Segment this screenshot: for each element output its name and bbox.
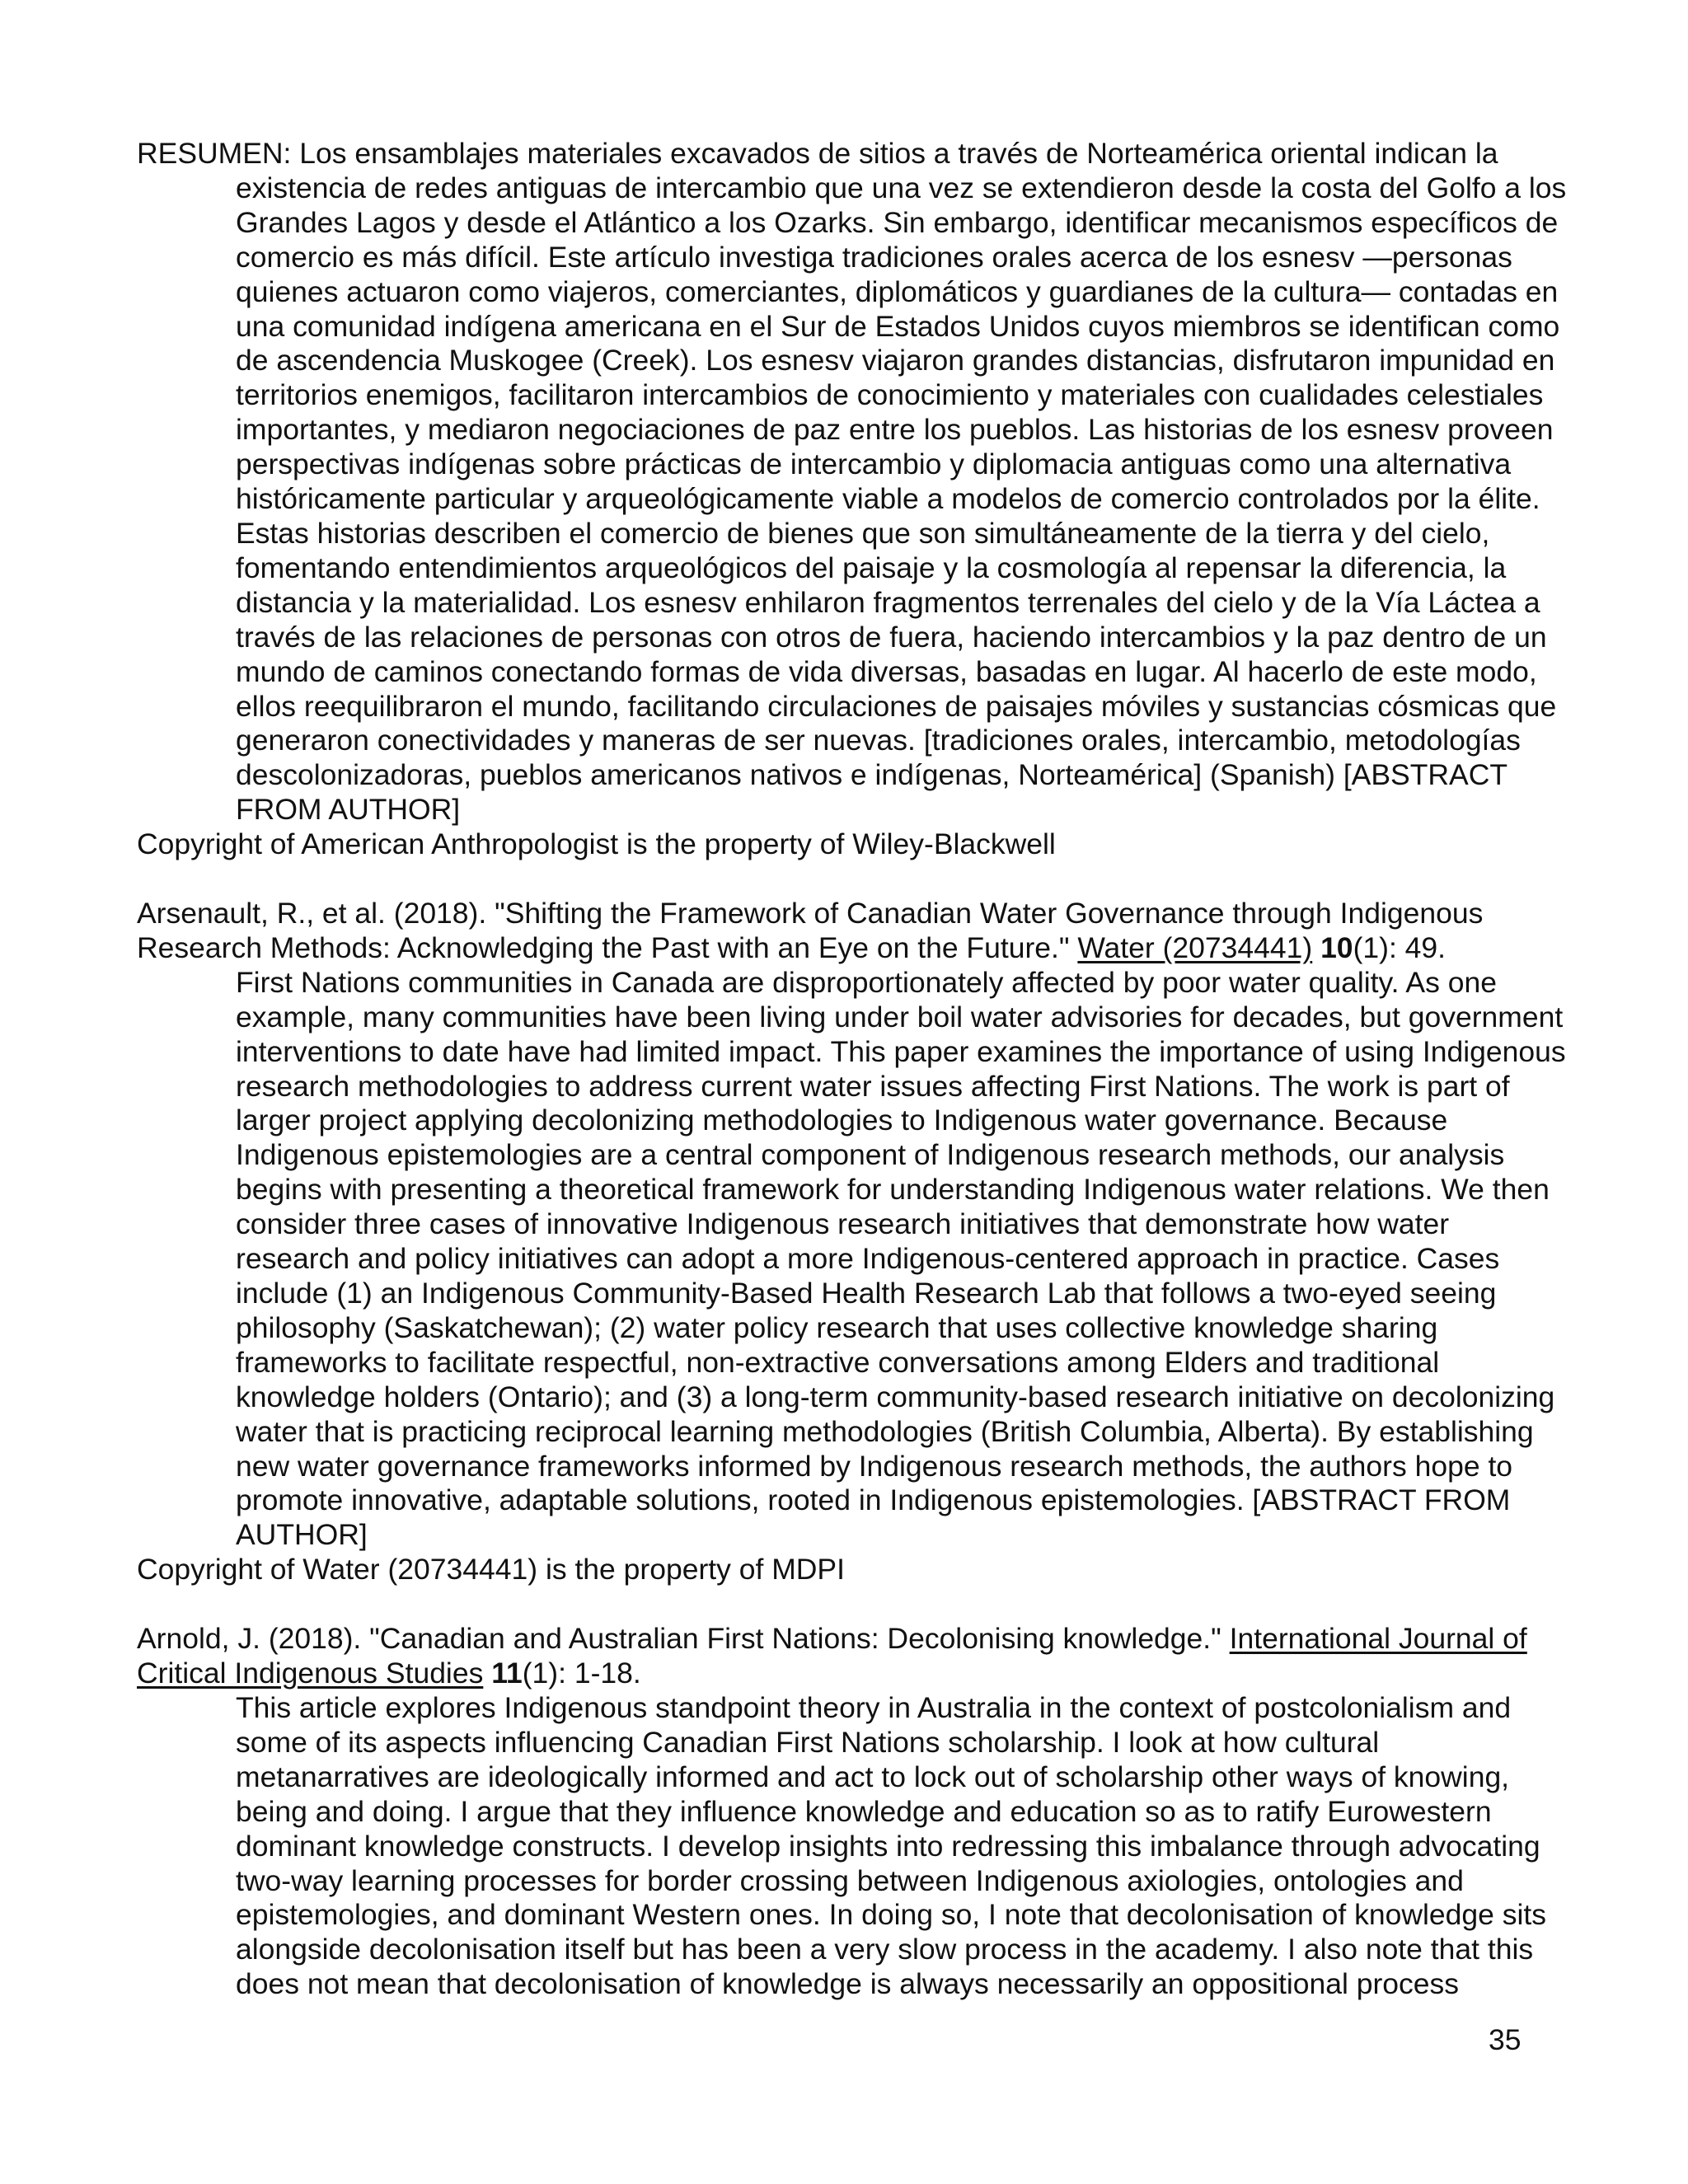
journal-title: International Journal of Critical Indigenous Studies bbox=[137, 1622, 1527, 1690]
resumen-abstract: RESUMEN: Los ensamblajes materiales excavados de sitios a través de Norteamérica oriental indican la existencia de redes antiguas de intercambio que una vez se extendieron desde la costa del Golfo a los Grandes Lagos y desde el Atlántico a los Ozarks. Sin embargo, identificar mecanismos específicos de comercio es más difícil. Este artículo investiga tradiciones orales acerca de los esnesv —personas quienes actuaron como viajeros, comerciantes, diplomáticos y guardianes de la cultura— contadas en una comunidad indígena americana en el Sur de Estados Unidos cuyos miembros se identifican como de ascendencia Muskogee (Creek). Los esnesv viajaron grandes distancias, disfrutaron impunidad en territorios enemigos, facilitaron intercambios de conocimiento y materiales con cualidades celestiales importantes, y mediaron negociaciones de paz entre los pueblos. Las historias de los esnesv proveen perspectivas indígenas sobre prácticas de intercambio y diplomacia antiguas como una alternativa históricamente particular y arqueológicamente viable a modelos de comercio controlados por la élite. Estas historias describen el comercio de bienes que son simultáneamente de la tierra y del cielo, fomentando entendimientos arqueológicos del paisaje y la cosmología al repensar la diferencia, la distancia y la materialidad. Los esnesv enhilaron fragmentos terrenales del cielo y de la Vía Láctea a través de las relaciones de personas con otros de fuera, haciendo intercambios y la paz dentro de un mundo de caminos conectando formas de vida diversas, basadas en lugar. Al hacerlo de este modo, ellos reequilibraron el mundo, facilitando circulaciones de paisajes móviles y sustancias cósmicas que generaron conectividades y maneras de ser nuevas. [tradiciones orales, intercambio, metodologías descolonizadoras, pueblos americanos nativos e indígenas, Norteamérica] (Spanish) [ABSTRACT FROM AUTHOR] bbox=[137, 137, 1567, 827]
spacer bbox=[137, 862, 1571, 897]
spacer bbox=[137, 1587, 1571, 1622]
copyright-notice: Copyright of Water (20734441) is the property of MDPI bbox=[137, 1553, 845, 1586]
citation-text: Arsenault, R., et al. (2018). "Shifting the Framework of Canadian Water Governance through Indigenous Research Methods: Acknowledging the Past with an Eye on the Future." bbox=[137, 897, 1484, 964]
page-number: 35 bbox=[1489, 2023, 1522, 2056]
abstract: This article explores Indigenous standpoint theory in Australia in the context of postcolonialism and some of its aspects influencing Canadian First Nations scholarship. I look at how cultural metanarratives are ideologically informed and act to lock out of scholarship other ways of knowing, being and doing. I argue that they influence knowledge and education so as to ratify Eurowestern dominant knowledge constructs. I develop insights into redressing this imbalance through advocating two-way learning processes for border crossing between Indigenous axiologies, ontologies and epistemologies, and dominant Western ones. In doing so, I note that decolonisation of knowledge sits alongside decolonisation itself but has been a very slow process in the academy. I also note that this does not mean that decolonisation of knowledge is always necessarily an oppositional process bbox=[236, 1690, 1546, 2001]
journal-title: Water (20734441) bbox=[1077, 930, 1313, 964]
issue-pages: (1): 49. bbox=[1353, 930, 1447, 964]
document-page bbox=[137, 137, 1571, 2002]
reference-entry bbox=[137, 897, 1571, 1587]
citation bbox=[137, 1622, 1571, 1691]
citation bbox=[137, 897, 1571, 966]
citation-space bbox=[483, 1657, 491, 1690]
abstract: First Nations communities in Canada are disproportionately affected by poor water quality. As one example, many communities have been living under boil water advisories for decades, but government interventions to date have had limited impact. This paper examines the importance of using Indigenous research methodologies to address current water issues affecting First Nations. The work is part of larger project applying decolonizing methodologies to Indigenous water governance. Because Indigenous epistemologies are a central component of Indigenous research methods, our analysis begins with presenting a theoretical framework for understanding Indigenous water relations. We then consider three cases of innovative Indigenous research initiatives that demonstrate how water research and policy initiatives can adopt a more Indigenous-centered approach in practice. Cases include (1) an Indigenous Community-Based Health Research Lab that follows a two-eyed seeing philosophy (Saskatchewan); (2) water policy research that uses collective knowledge sharing frameworks to facilitate respectful, non-extractive conversations among Elders and traditional knowledge holders (Ontario); and (3) a long-term community-based research initiative on decolonizing water that is practicing reciprocal learning methodologies (British Columbia, Alberta). By establishing new water governance frameworks informed by Indigenous research methods, the authors hope to promote innovative, adaptable solutions, rooted in Indigenous epistemologies. [ABSTRACT FROM AUTHOR] bbox=[236, 965, 1566, 1552]
volume: 11 bbox=[491, 1657, 523, 1690]
volume: 10 bbox=[1320, 930, 1353, 964]
issue-pages: (1): 1-18. bbox=[522, 1657, 641, 1690]
citation-text: Arnold, J. (2018). "Canadian and Australian First Nations: Decolonising knowledge." bbox=[137, 1622, 1230, 1656]
reference-entry bbox=[137, 1622, 1571, 2002]
citation-space bbox=[1312, 931, 1320, 964]
resumen-copyright: Copyright of American Anthropologist is the property of Wiley-Blackwell bbox=[137, 827, 1056, 861]
